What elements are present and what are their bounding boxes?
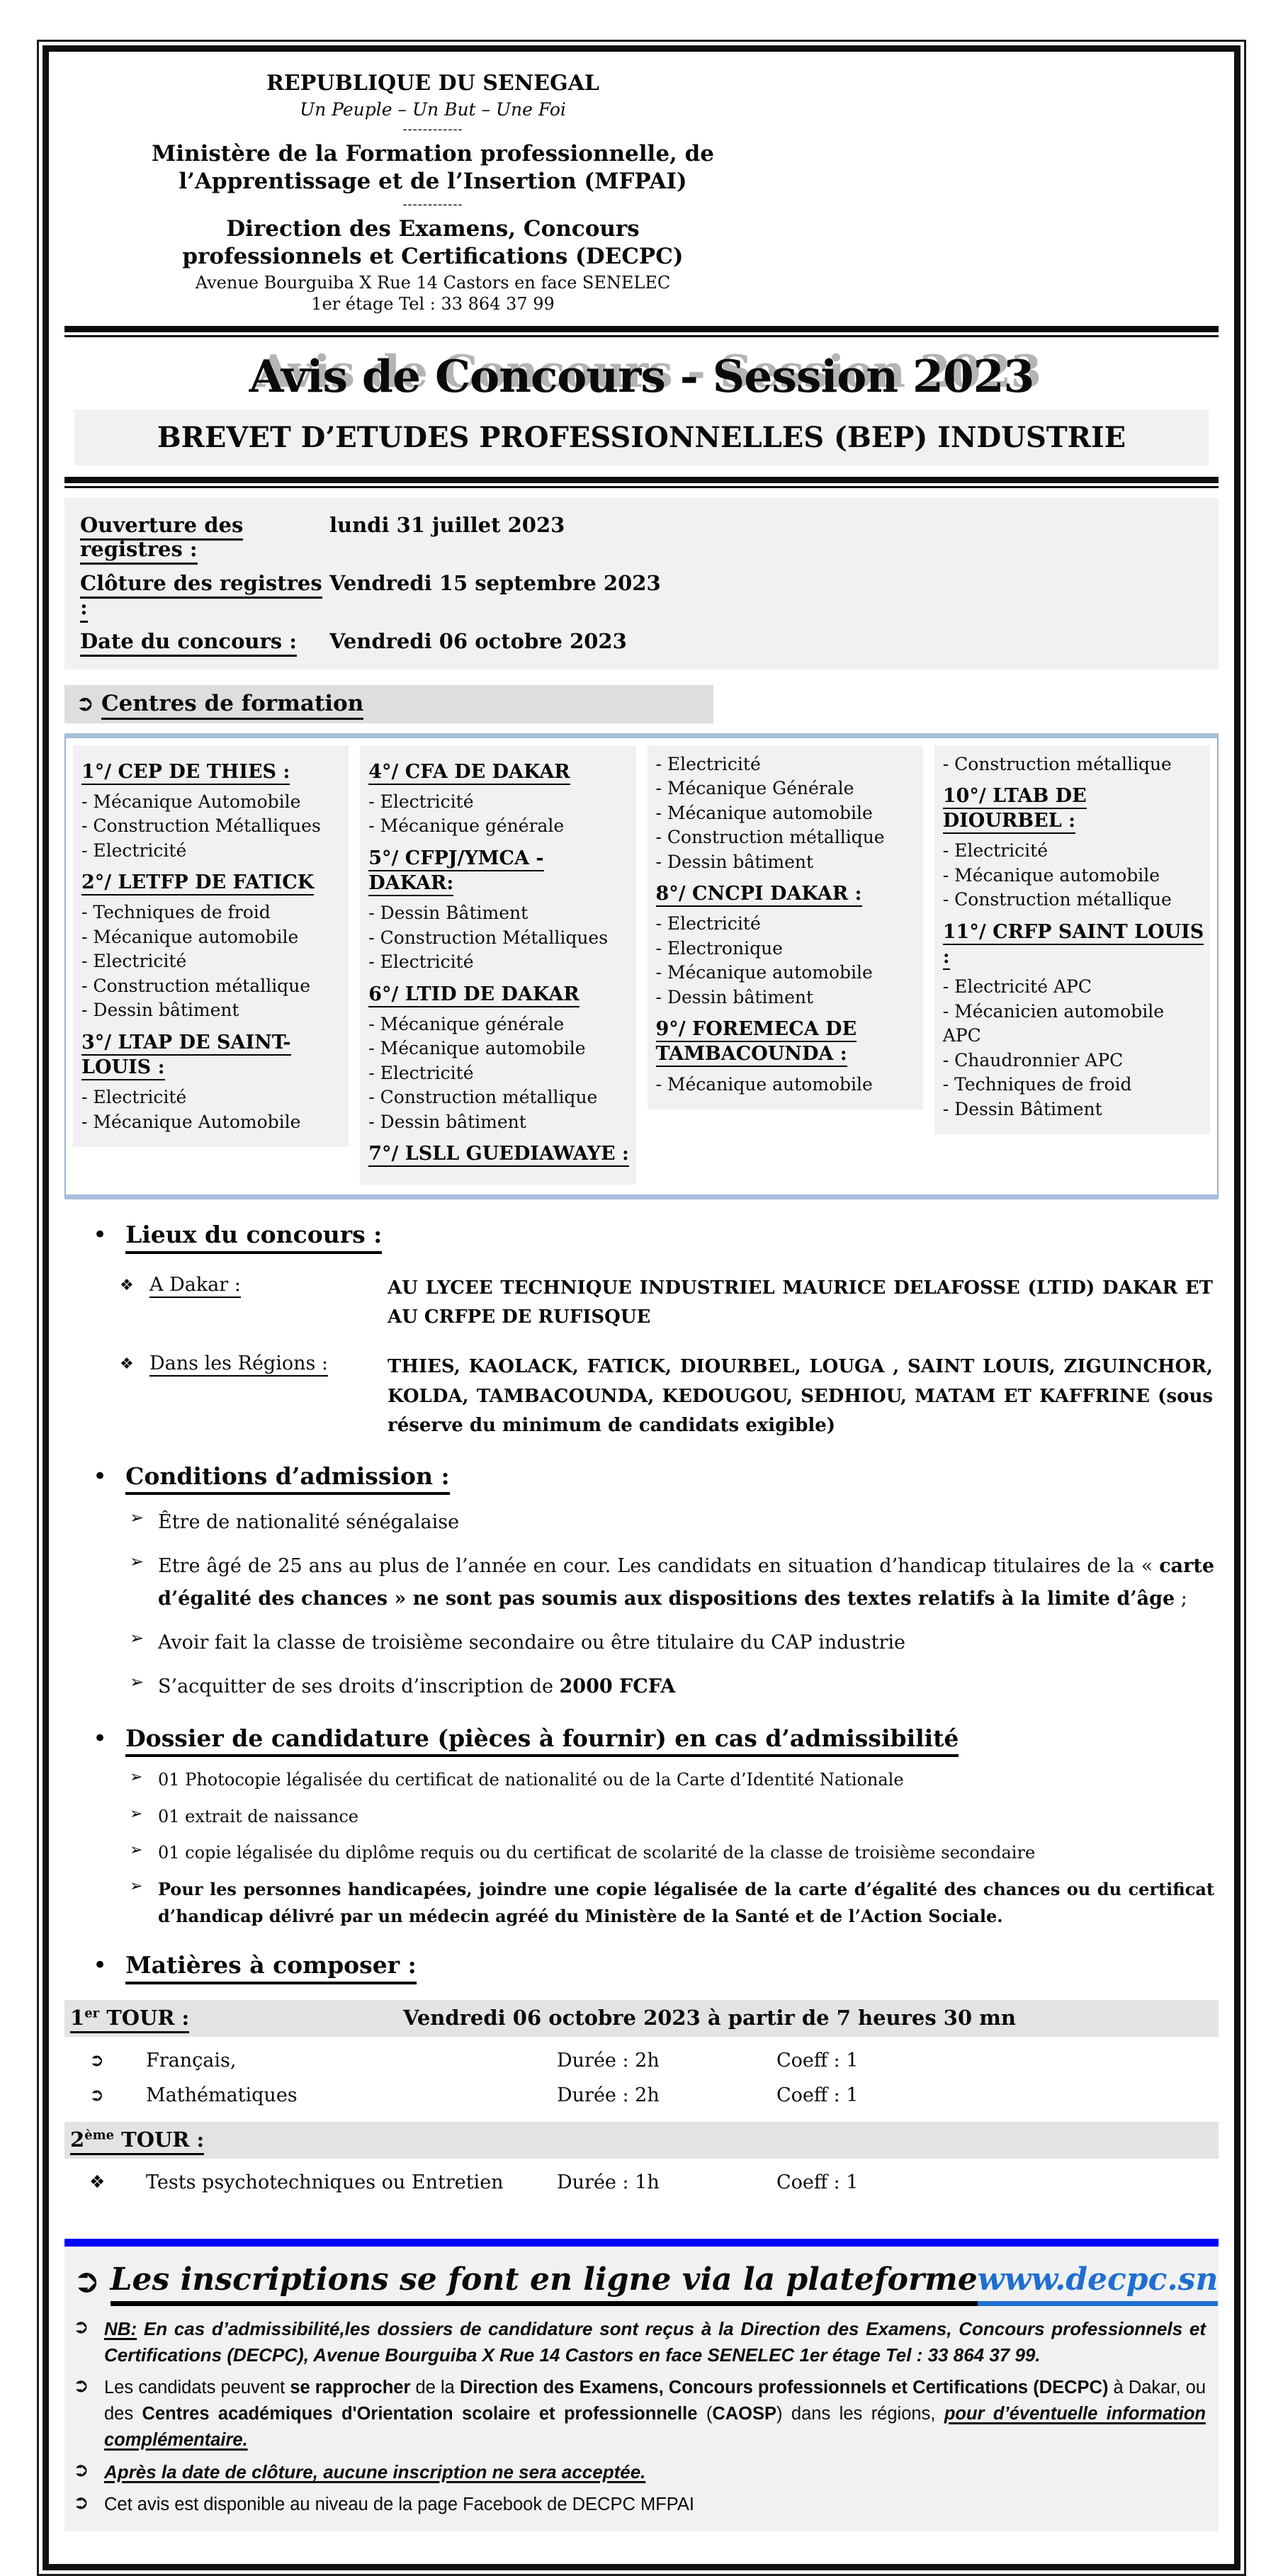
centre-speciality: - Electronique [655, 937, 783, 959]
online-registration-headline [73, 2262, 1219, 2306]
text-segment: Cet avis est disponible au niveau de la page Facebook de DECPC MFPAI [104, 2494, 694, 2514]
centre-name [368, 846, 630, 896]
condition-text [158, 1550, 1214, 1615]
horizontal-rule [64, 477, 1219, 488]
separator-dashes: ------------ [402, 196, 463, 212]
text-segment: Avoir fait la classe de troisième secondaire ou être titulaire du CAP industrie [158, 1632, 906, 1654]
centre-name [368, 1141, 630, 1166]
centre-speciality: - Mécanique Automobile [81, 1111, 301, 1132]
text-segment: 01 copie légalisée du diplôme requis ou du certificat de scolarité de la classe de troisième secondaire [158, 1842, 1036, 1863]
centres-column [934, 745, 1210, 1134]
centres-column [360, 745, 635, 1185]
diamond-icon: ❖ [89, 2171, 106, 2192]
arrow-circle-icon: ➲ [76, 690, 94, 716]
text-segment: à Dakar, ou des [104, 2377, 1206, 2424]
centre-speciality: - Construction métallique [942, 889, 1172, 910]
centre-name-text: 9°/ FOREMECA DE TAMBACOUNDA : [656, 1018, 857, 1067]
centre-speciality: - Mécanique Automobile [81, 791, 301, 812]
date-value: Vendredi 15 septembre 2023 [329, 570, 661, 595]
centre-speciality: - Dessin bâtiment [368, 1111, 526, 1132]
text-segment: Centres académiques d'Orientation scolaire et professionnelle [142, 2403, 698, 2424]
centre-name-text: 10°/ LTAB DE DIOURBEL : [943, 785, 1087, 834]
centre-speciality: - Construction Métalliques [368, 927, 609, 948]
centre-speciality: - Electricité [368, 791, 474, 812]
centres-heading: ➲ Centres de formation [64, 685, 713, 723]
centre-speciality: - Dessin bâtiment [81, 1000, 239, 1021]
arrow-circle-icon: ➲ [89, 2084, 104, 2105]
text-segment: de la [410, 2377, 460, 2397]
ministry-name: Ministère de la Formation professionnelle, de l’Apprentissage et de l’Insertion (MFPAI) [151, 141, 715, 194]
arrow-circle-icon: ➲ [73, 2374, 89, 2397]
condition-item [130, 1506, 1214, 1539]
dossier-item [130, 1767, 1214, 1793]
centre-name [81, 759, 343, 784]
lieu-label: A Dakar : [149, 1274, 388, 1333]
centres-column [73, 745, 349, 1147]
tour1-datetime: Vendredi 06 octobre 2023 à partir de 7 heures 30 mn [403, 2005, 1016, 2030]
centre-name-text: 5°/ CFPJ/YMCA - DAKAR: [368, 847, 543, 896]
direction-name: Direction des Examens, Concours professionnels et Certifications (DECPC) [182, 216, 684, 269]
centre-speciality: - Mécanique générale [368, 1013, 565, 1034]
arrowhead-icon: ➢ [130, 1877, 143, 1895]
date-label: Ouverture des registres : [80, 513, 329, 561]
centre-speciality: - Electricité [655, 913, 761, 934]
headline-text: Les inscriptions se font en ligne via la plateformewww.decpc.sn [111, 2262, 1219, 2306]
diamond-icon: ❖ [120, 1276, 134, 1294]
centre-speciality: - Electricité [368, 1062, 474, 1083]
centre-speciality: - Mécanique automobile [655, 1073, 873, 1095]
national-motto: Un Peuple – Un But – Une Foi [300, 98, 566, 120]
footer-block [64, 2239, 1219, 2532]
bullet-dot-icon: • [93, 1951, 108, 1980]
text-segment: 01 extrait de naissance [158, 1806, 358, 1826]
centre-name [943, 784, 1204, 833]
centre-speciality: - Techniques de froid [942, 1074, 1132, 1095]
date-label: Clôture des registres : [80, 571, 329, 619]
arrow-circle-icon: ➲ [89, 2049, 104, 2070]
condition-text [158, 1671, 1214, 1703]
document-title: Avis de Concours - Session 2023 [249, 349, 1034, 402]
text-segment: Pour les personnes handicapées, joindre une copie légalisée de la carte d’égalité des chances ou du certificat d’handicap délivré par un médecin agréé du Ministère de la Santé et de l’Action Sociale. [158, 1878, 1214, 1927]
centre-speciality: - Construction Métalliques [81, 815, 321, 837]
centre-speciality: - Dessin Bâtiment [942, 1098, 1102, 1119]
centre-speciality: - Electricité APC [942, 976, 1092, 998]
subject-duration: Durée : 1h [557, 2171, 660, 2193]
date-row [80, 508, 1219, 566]
centre-name [81, 870, 343, 895]
centre-speciality: - Construction métallique [655, 827, 885, 848]
centres-table [64, 733, 1219, 1199]
text-segment: NB: [104, 2317, 137, 2339]
centre-name-text: 1°/ CEP DE THIES : [81, 761, 290, 785]
dossier-item [130, 1840, 1214, 1866]
text-segment: Etre âgé de 25 ans au plus de l’année en cour. Les candidats en situation d’handicap titulaires de la « [158, 1555, 1160, 1578]
subject-coefficient: Coeff : 1 [776, 2049, 859, 2072]
date-value: lundi 31 juillet 2023 [329, 512, 565, 537]
footer-note-text [104, 2492, 1206, 2518]
centre-speciality: - Electricité [81, 840, 187, 861]
centre-name [656, 1017, 917, 1066]
arrowhead-icon: ➢ [130, 1804, 143, 1823]
centre-speciality: - Construction métallique [81, 975, 311, 996]
centre-speciality: - Mécanicien automobile APC [942, 1000, 1165, 1046]
text-segment: S’acquitter de ses droits d’inscription de [158, 1675, 560, 1697]
centre-name-text: 8°/ CNCPI DAKAR : [656, 883, 862, 907]
text-segment: ; [1175, 1588, 1187, 1610]
text-segment: se rapprocher [290, 2377, 411, 2397]
arrowhead-icon: ➢ [130, 1671, 145, 1692]
centre-speciality: - Chaudronnier APC [942, 1049, 1124, 1070]
text-segment: pour d’éventuelle information complémentaire. [104, 2403, 1206, 2450]
decpc-website-link[interactable]: www.decpc.sn [978, 2262, 1219, 2306]
date-row [80, 566, 1219, 624]
bullet-dot-icon: • [93, 1724, 108, 1753]
centre-speciality: - Dessin Bâtiment [368, 903, 529, 924]
footer-note [73, 2375, 1206, 2453]
centre-speciality: - Electricité [655, 753, 761, 774]
footer-note-text [104, 2316, 1206, 2369]
subject-coefficient: Coeff : 1 [776, 2084, 859, 2106]
conditions-heading: • Conditions d’admission : [93, 1462, 1219, 1496]
centres-column [648, 745, 923, 1109]
subject-row [89, 2171, 1219, 2193]
tour2-bar [64, 2122, 1219, 2159]
centre-name-text: 4°/ CFA DE DAKAR [368, 761, 570, 785]
dossier-heading: • Dossier de candidature (pièces à fournir) en cas d’admissibilité [93, 1724, 1219, 1758]
subject-duration: Durée : 2h [557, 2049, 660, 2072]
tour1-label: 1er TOUR : [70, 2006, 403, 2030]
subject-duration: Durée : 2h [557, 2084, 660, 2106]
centre-name-text: 11°/ CRFP SAINT LOUIS : [943, 921, 1204, 970]
centre-speciality: - Mécanique automobile [942, 864, 1160, 886]
date-label: Date du concours : [80, 629, 329, 653]
centre-speciality: - Construction métallique [942, 753, 1172, 774]
text-segment: ) dans les régions, [776, 2403, 944, 2424]
page-inner-border [43, 45, 1240, 2570]
separator-dashes: ------------ [402, 121, 463, 137]
letterhead [142, 70, 723, 315]
text-segment: Direction des Examens, Concours professionnels et Certifications (DECPC) [459, 2377, 1109, 2397]
bullet-dot-icon: • [93, 1462, 108, 1491]
date-value: Vendredi 06 octobre 2023 [329, 628, 627, 653]
address-line-1: Avenue Bourguiba X Rue 14 Castors en face SENELEC [195, 272, 671, 293]
arrow-circle-icon: ➲ [73, 2491, 89, 2514]
centre-speciality: - Techniques de froid [81, 902, 271, 923]
footer-note [73, 2492, 1206, 2518]
country-title: REPUBLIQUE DU SENEGAL [266, 71, 600, 96]
centre-name [656, 881, 917, 906]
footer-note [73, 2459, 1206, 2486]
bullet-dot-icon: • [93, 1221, 108, 1250]
lieu-entry-dakar [120, 1274, 1213, 1333]
centre-speciality: - Electricité [81, 951, 187, 972]
dossier-text [158, 1840, 1214, 1866]
horizontal-rule [64, 326, 1219, 337]
dossier-item [130, 1804, 1214, 1830]
centre-speciality: - Mécanique automobile [655, 802, 873, 823]
centres-column-content [934, 745, 1210, 1134]
diamond-icon: ❖ [120, 1355, 134, 1373]
centre-name-text: 7°/ LSLL GUEDIAWAYE : [368, 1143, 629, 1167]
centre-name-text: 2°/ LETFP DE FATICK [81, 871, 314, 896]
arrowhead-icon: ➢ [130, 1628, 145, 1649]
condition-item [130, 1627, 1214, 1659]
centre-name-text: 6°/ LTID DE DAKAR [368, 983, 579, 1007]
lieux-heading: • Lieux du concours : [93, 1221, 1219, 1254]
lieu-label: Dans les Régions : [149, 1352, 388, 1441]
subject-name: Mathématiques [146, 2084, 298, 2106]
centres-column-content [360, 745, 635, 1185]
centre-speciality: - Dessin bâtiment [655, 986, 814, 1007]
matieres-heading: • Matières à composer : [93, 1951, 1219, 1984]
address-line-2: 1er étage Tel : 33 864 37 99 [311, 293, 555, 314]
condition-text [158, 1506, 1214, 1539]
arrow-circle-icon: ➲ [73, 2261, 101, 2300]
centres-column-content [73, 745, 349, 1147]
centre-speciality: - Mécanique Générale [655, 778, 854, 799]
page-outer-border [37, 40, 1246, 2576]
date-row [80, 624, 1219, 658]
text-segment: Après la date de clôture, aucune inscription ne sera acceptée. [104, 2461, 646, 2482]
text-segment: 01 Photocopie légalisée du certificat de nationalité ou de la Carte d’Identité Nationale [158, 1770, 904, 1790]
lieu-entry-regions [120, 1352, 1213, 1441]
centre-speciality: - Electricité [942, 840, 1049, 862]
text-segment: Être de nationalité sénégalaise [158, 1511, 460, 1534]
text-segment: CAOSP [712, 2403, 777, 2424]
dossier-text [158, 1767, 1214, 1793]
centre-name [81, 1030, 343, 1080]
text-segment: Les candidats peuvent [104, 2377, 290, 2397]
dossier-text [158, 1804, 1214, 1830]
text-segment: carte d’égalité des chances » ne sont pas soumis aux dispositions des textes relatifs à la limite d’âge [158, 1555, 1214, 1610]
arrowhead-icon: ➢ [130, 1768, 143, 1787]
footer-blue-bar [64, 2239, 1219, 2247]
centre-speciality: - Electricité [368, 951, 474, 973]
footer-note-text [104, 2375, 1206, 2453]
arrowhead-icon: ➢ [130, 1841, 143, 1859]
dossier-item [130, 1876, 1214, 1930]
centre-speciality: - Mécanique automobile [81, 926, 299, 947]
centre-name [368, 759, 630, 784]
text-segment: 2000 FCFA [559, 1675, 676, 1697]
subject-row [89, 2050, 1219, 2072]
text-segment: ( [697, 2403, 713, 2424]
footer-note-text [104, 2459, 1206, 2486]
centre-speciality: - Mécanique automobile [368, 1038, 586, 1059]
dossier-text [158, 1876, 1214, 1930]
centre-speciality: - Mécanique automobile [655, 962, 873, 983]
footer-note [73, 2316, 1206, 2369]
condition-text [158, 1627, 1214, 1659]
tour1-bar [64, 2000, 1219, 2037]
subject-coefficient: Coeff : 1 [776, 2171, 859, 2193]
tour2-label: 2ème TOUR : [70, 2128, 403, 2152]
centre-speciality: - Dessin bâtiment [655, 851, 814, 872]
registration-dates [64, 498, 1219, 670]
subject-name: Tests psychotechniques ou Entretien [146, 2171, 504, 2193]
lieu-text: THIES, KAOLACK, FATICK, DIOURBEL, LOUGA , SAINT LOUIS, ZIGUINCHOR, KOLDA, TAMBACOUNDA, KEDOUGOU, SEDHIOU, MATAM ET KAFFRINE (sous réserve du minimum de candidats exigible) [388, 1356, 1213, 1437]
centre-name [368, 982, 630, 1007]
centre-speciality: - Construction métallique [368, 1087, 598, 1108]
arrow-circle-icon: ➲ [73, 2458, 89, 2481]
subject-name: Français, [146, 2049, 237, 2072]
centre-name-text: 3°/ LTAP DE SAINT-LOUIS : [81, 1032, 291, 1080]
centre-speciality: - Mécanique générale [368, 815, 565, 837]
centre-speciality: - Electricité [81, 1087, 187, 1108]
condition-item [130, 1671, 1214, 1703]
text-segment: En cas d’admissibilité,les dossiers de candidature sont reçus à la Direction des Examens, Concours professionnels et Certifications (DECPC), Avenue Bourguiba X Rue 14 Castors en face SENELEC 1er étage Tel : 33 864 37 99. [104, 2317, 1206, 2366]
centres-column-content [648, 745, 923, 1109]
document-subtitle: BREVET D’ETUDES PROFESSIONNELLES (BEP) INDUSTRIE [74, 409, 1209, 465]
arrowhead-icon: ➢ [130, 1508, 145, 1528]
arrow-circle-icon: ➲ [73, 2315, 89, 2338]
subject-row [89, 2084, 1219, 2106]
lieu-text: AU LYCEE TECHNIQUE INDUSTRIEL MAURICE DELAFOSSE (LTID) DAKAR ET AU CRFPE DE RUFISQUE [388, 1277, 1213, 1328]
condition-item [130, 1550, 1214, 1615]
arrowhead-icon: ➢ [130, 1552, 145, 1572]
centre-name [943, 920, 1204, 969]
